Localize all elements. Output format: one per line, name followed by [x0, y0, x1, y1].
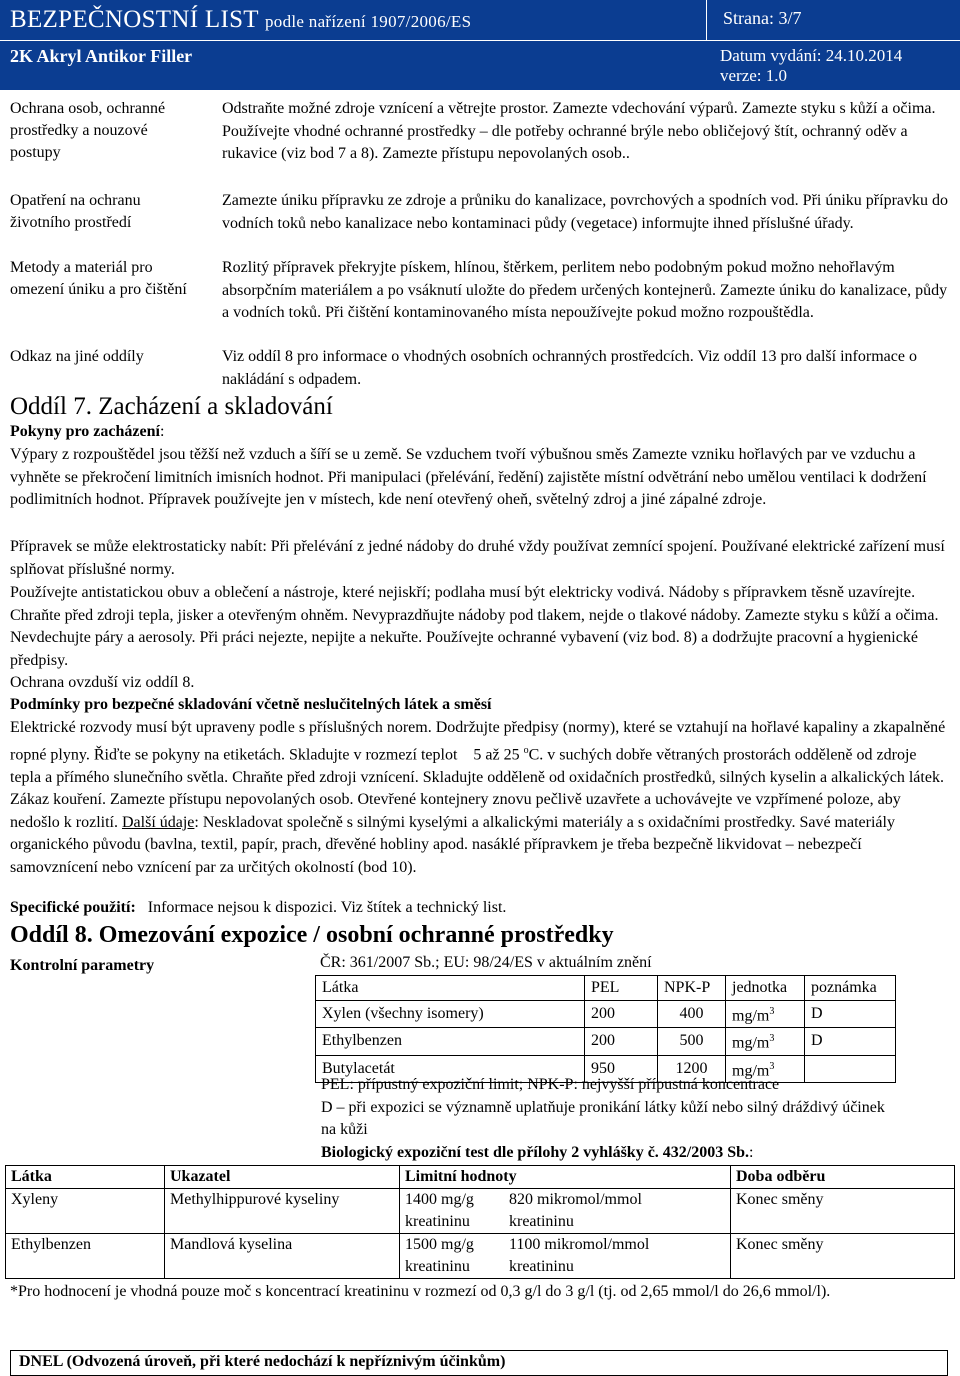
handling-paragraph-4: Ochrana ovzduší viz oddíl 8. — [10, 674, 195, 691]
col-substance: Látka — [316, 976, 585, 1001]
section-8-title: Oddíl 8. Omezování expozice / osobní ochranné prostředky — [10, 922, 614, 948]
label-cleanup-methods: Metody a materiál pro omezení úniku a pro čištění — [10, 259, 187, 298]
col-sampling-time: Doba odběru — [731, 1166, 955, 1189]
handling-paragraph-3: Používejte antistatickou obuv a oblečení a nástroje, které nejiskří; podlaha musí být elektricky vodivá. Nádoby s přípravkem těsně uzavírejte. Chraňte před zdroji tepla, jisker a otevřeným ohněm. Nevyprazdňujte nádoby pod tlakem, nejde o tlakové nádoby. Zamezte styku s kůží a očima. Nevdechujte páry a aerosoly. Při práci nejezte, nepijte a nekuřte. Používejte ochranné vybavení (viz bod. 8) a dodržujte pracovní a hygienické předpisy. — [10, 584, 939, 669]
regulation-reference: podle nařízení 1907/2006/ES — [264, 12, 472, 31]
biological-test-table — [5, 1165, 955, 1279]
storage-paragraph: Elektrické rozvody musí být upraveny podle s příslušných norem. Dodržujte předpisy (normy), které se vztahují na hořlavé kapaliny a zkapalněné ropné plyny. Řiďte se pokyny na etiketách. Skladujte v rozmezí teplot 5 až 25 $^o$C. v suchých dobře větraných prostorách odděleně od zdroje tepla a přímého slunečního světla. Chraňte před zdroji vznícení. Skladujte odděleně od oxidačních prostředků, silných kyselin a alkalických látek. Zákaz kouření. Zamezte přístupu nepovolaných osob. Otevřené kontejnery znovu pečlivě uzavřete a uchovávejte ve vzpřímené poloze, aby nedošlo k rozlití. Další údaje: Neskladovat společně s silnými kyselými a alkalickými materiály a s oxidačními prostředky. Savé materiály organického původu (bavlna, textil, papír, prach, dřevěné hobliny apod. nasáklé přípravkem je třeba bezpečně likvidovat – nebezpečí samovznícení nebo vznícení par za určitých okolností (bod 10). — [10, 719, 946, 876]
control-parameters-ref: ČR: 361/2007 Sb.; EU: 98/24/ES v aktuálním znění — [320, 954, 652, 971]
text-references: Viz oddíl 8 pro informace o vhodných osobních ochranných prostředcích. Viz oddíl 13 pro další informace o nakládání s odpadem. — [222, 348, 917, 388]
table-row: Xyleny Methylhippurové kyseliny 1400 mg/g kreatininu820 mikromol/mmol kreatininu Konec směny — [6, 1189, 955, 1234]
exposure-limits-table — [315, 975, 896, 1083]
handling-paragraph-2: Přípravek se může elektrostaticky nabít: Při přelévání z jedné nádoby do druhé vždy používat zemnící spojení. Používané elektrické zařízení musí splňovat příslušné normy. — [10, 538, 945, 578]
handling-paragraph-1: Výpary z rozpouštědel jsou těžší než vzduch a šíří se u země. Se vzduchem tvoří výbušnou směs Zamezte vzniku hořlavých par ve vzduchu a vyhněte se překročení limitních imisních hodnot. Při manipulaci (přelévání, ředění) zajistěte místní odvětrání nebo umělou ventilaci k dodržení podlimitních hodnot. Přípravek používejte jen v místech, kde není otevřený oheň, světelný zdroj a jiné zápalné zdroje. — [10, 446, 927, 509]
label-personal-precautions: Ochrana osob, ochranné prostředky a nouzové postupy — [10, 100, 166, 161]
col-note: poznámka — [805, 976, 896, 1001]
col-limits: Limitní hodnoty — [400, 1166, 731, 1189]
table-row: Xylen (všechny isomery) 200 400 $mg/m^3$ D — [316, 1001, 896, 1028]
col-pel: PEL — [585, 976, 658, 1001]
col-unit: jednotka — [726, 976, 805, 1001]
page-header — [0, 0, 960, 90]
text-environmental-precautions: Zamezte úniku přípravku ze zdroje a průniku do kanalizace, povrchových a spodních vod. Při úniku přípravku do vodních toků nebo kanalizace nebo kontaminaci půdy (vegetace) informujte ihned příslušné úřady. — [222, 192, 948, 232]
limits-note-2: D – při expozici se významně uplatňuje pronikání látky kůží nebo silný dráždivý účinek na kůži — [321, 1098, 885, 1139]
text-cleanup-methods: Rozlitý přípravek překryjte pískem, hlínou, štěrkem, perlitem nebo podobným pokud možno nehořlavým absorpčním materiálem a po vsáknutí uložte do předem určených kontejnerů. Zamezte úniku do kanalizace, půdy a vodních toků. Při čištění kontaminovaného místa nepoužívejte pokud možno rozpouštědla. — [222, 259, 948, 321]
page-number: Strana: 3/7 — [706, 0, 960, 40]
table-header-row — [316, 976, 896, 1001]
issue-info — [720, 46, 902, 86]
header-divider — [0, 40, 960, 41]
limits-note — [321, 1074, 901, 1164]
bio-test-heading: Biologický expoziční test dle přílohy 2 vyhlášky č. 432/2003 Sb.: — [321, 1143, 754, 1161]
table-header-row — [6, 1166, 955, 1189]
control-parameters-label: Kontrolní parametry — [10, 957, 155, 974]
creatinine-footnote: *Pro hodnocení je vhodná pouze moč s koncentrací kreatininu v rozmezí od 0,3 g/l do 3 g/l (tj. od 2,65 mmol/l do 26,6 mmol/l). — [10, 1283, 831, 1300]
label-environmental-precautions: Opatření na ochranu životního prostředí — [10, 192, 141, 231]
col-npk: NPK-P — [658, 976, 726, 1001]
document-title: BEZPEČNOSTNÍ LIST podle nařízení 1907/2006/ES — [10, 6, 472, 33]
section-7-title: Oddíl 7. Zacházení a skladování — [10, 393, 333, 420]
col-substance: Látka — [6, 1166, 165, 1189]
text-personal-precautions: Odstraňte možné zdroje vznícení a větrejte prostor. Zamezte vdechování výparů. Zamezte styku s kůží a očima. Používejte vhodné ochranné prostředky – dle potřeby ochranné brýle nebo obličejový štít, ochranný oděv a rukavice (viz bod 7 a 8). Zamezte přístupu nepovolaných osob.. — [222, 100, 936, 162]
table-row: Ethylbenzen 200 500 $mg/m^3$ D — [316, 1028, 896, 1055]
col-indicator: Ukazatel — [165, 1166, 400, 1189]
limits-note-1: PEL: přípustný expoziční limit; NPK-P: nejvyšší přípustná koncentrace — [321, 1076, 780, 1093]
specific-use: Specifické použití: Informace nejsou k dispozici. Viz štítek a technický list. — [10, 899, 507, 916]
product-name: 2K Akryl Antikor Filler — [10, 46, 193, 66]
handling-heading: Pokyny pro zacházení: — [10, 423, 165, 440]
table-row: Butylacetát 950 1200 $mg/m^3$ — [316, 1055, 896, 1082]
version: verze: 1.0 — [720, 66, 788, 85]
dnel-box: DNEL (Odvozená úroveň, při které nedochází k nepříznivým účinkům) — [10, 1350, 948, 1376]
issue-date: Datum vydání: 24.10.2014 — [720, 46, 903, 65]
label-references: Odkaz na jiné oddíly — [10, 348, 144, 365]
table-row: Ethylbenzen Mandlová kyselina 1500 mg/g kreatininu1100 mikromol/mmol kreatininu Konec směny — [6, 1234, 955, 1279]
storage-heading: Podmínky pro bezpečné skladování včetně neslučitelných látek a směsí — [10, 696, 492, 713]
